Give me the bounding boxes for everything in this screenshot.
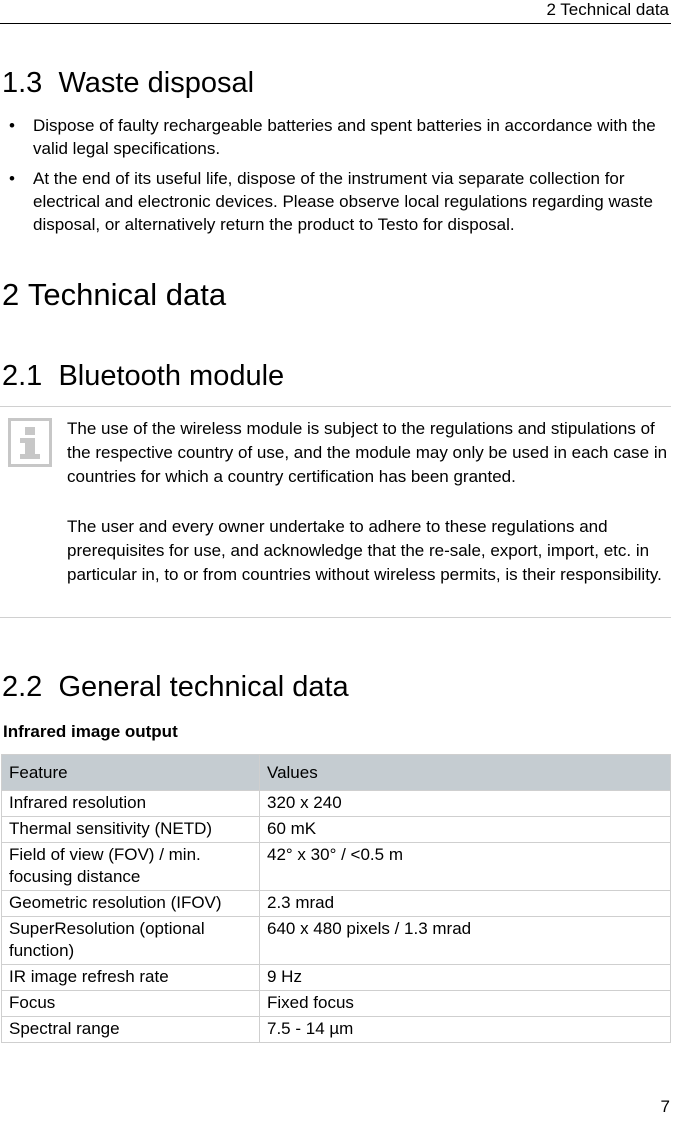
subheading-infrared-image-output: Infrared image output	[3, 722, 178, 741]
feature-cell: Thermal sensitivity (NETD)	[2, 817, 260, 843]
section-heading-waste-disposal	[2, 66, 254, 100]
feature-cell: Focus	[2, 991, 260, 1017]
bullet-icon: •	[9, 169, 15, 188]
page-number: 7	[660, 1097, 670, 1116]
table-row	[2, 817, 671, 843]
note-paragraph: The user and every owner undertake to adhere to these regulations and prerequisites for use, and acknowledge that the re-sale, export, import, etc. in particular in, to or from countries without wireless permits, is their responsibility.	[67, 517, 662, 584]
feature-cell: Geometric resolution (IFOV)	[2, 891, 260, 917]
waste-disposal-list	[0, 114, 671, 243]
value-cell: 2.3 mrad	[260, 891, 671, 917]
running-header-title: 2 Technical data	[546, 0, 669, 19]
chapter-heading	[2, 277, 226, 313]
section-number: 2.2	[2, 671, 43, 703]
list-item	[0, 114, 671, 160]
section-heading-bluetooth	[2, 359, 284, 393]
section-heading-general-technical-data	[2, 670, 349, 704]
list-item-text: At the end of its useful life, dispose of the instrument via separate collection for electrical and electronic devices. Please observe local regulations regarding waste disposal, or alternatively return the product to Testo for disposal.	[33, 169, 653, 234]
list-item-text: Dispose of faulty rechargeable batteries and spent batteries in accordance with the valid legal specifications.	[33, 116, 656, 158]
section-number: 1.3	[2, 67, 43, 99]
section-title: Waste disposal	[58, 67, 255, 99]
value-cell: 320 x 240	[260, 791, 671, 817]
value-cell: 60 mK	[260, 817, 671, 843]
table-row	[2, 843, 671, 891]
table-row	[2, 1017, 671, 1043]
info-icon	[8, 418, 52, 467]
feature-cell: IR image refresh rate	[2, 965, 260, 991]
value-cell: 640 x 480 pixels / 1.3 mrad	[260, 917, 671, 965]
table-header-row	[2, 755, 671, 791]
note-paragraph: The use of the wireless module is subject to the regulations and stipulations of the respective country of use, and the module may only be used in each case in countries for which a country certification has been granted.	[67, 419, 668, 486]
chapter-title: Technical data	[27, 277, 227, 312]
feature-cell: Infrared resolution	[2, 791, 260, 817]
value-cell: 7.5 - 14 µm	[260, 1017, 671, 1043]
section-number: 2.1	[2, 360, 43, 392]
feature-cell: Field of view (FOV) / min. focusing distance	[2, 843, 260, 891]
section-title: Bluetooth module	[58, 360, 285, 392]
column-header-values: Values	[260, 755, 671, 791]
feature-cell: SuperResolution (optional function)	[2, 917, 260, 965]
value-cell: 9 Hz	[260, 965, 671, 991]
value-cell: Fixed focus	[260, 991, 671, 1017]
info-note	[0, 406, 671, 618]
value-cell: 42° x 30° / <0.5 m	[260, 843, 671, 891]
feature-cell: Spectral range	[2, 1017, 260, 1043]
list-item	[0, 167, 671, 236]
column-header-feature: Feature	[2, 755, 260, 791]
bullet-icon: •	[9, 116, 15, 135]
spec-table	[1, 754, 671, 1043]
section-title: General technical data	[58, 671, 349, 703]
table-row	[2, 991, 671, 1017]
table-row	[2, 891, 671, 917]
table-row	[2, 965, 671, 991]
table-row	[2, 917, 671, 965]
table-row	[2, 791, 671, 817]
chapter-number: 2	[2, 277, 20, 312]
running-header	[0, 0, 671, 24]
